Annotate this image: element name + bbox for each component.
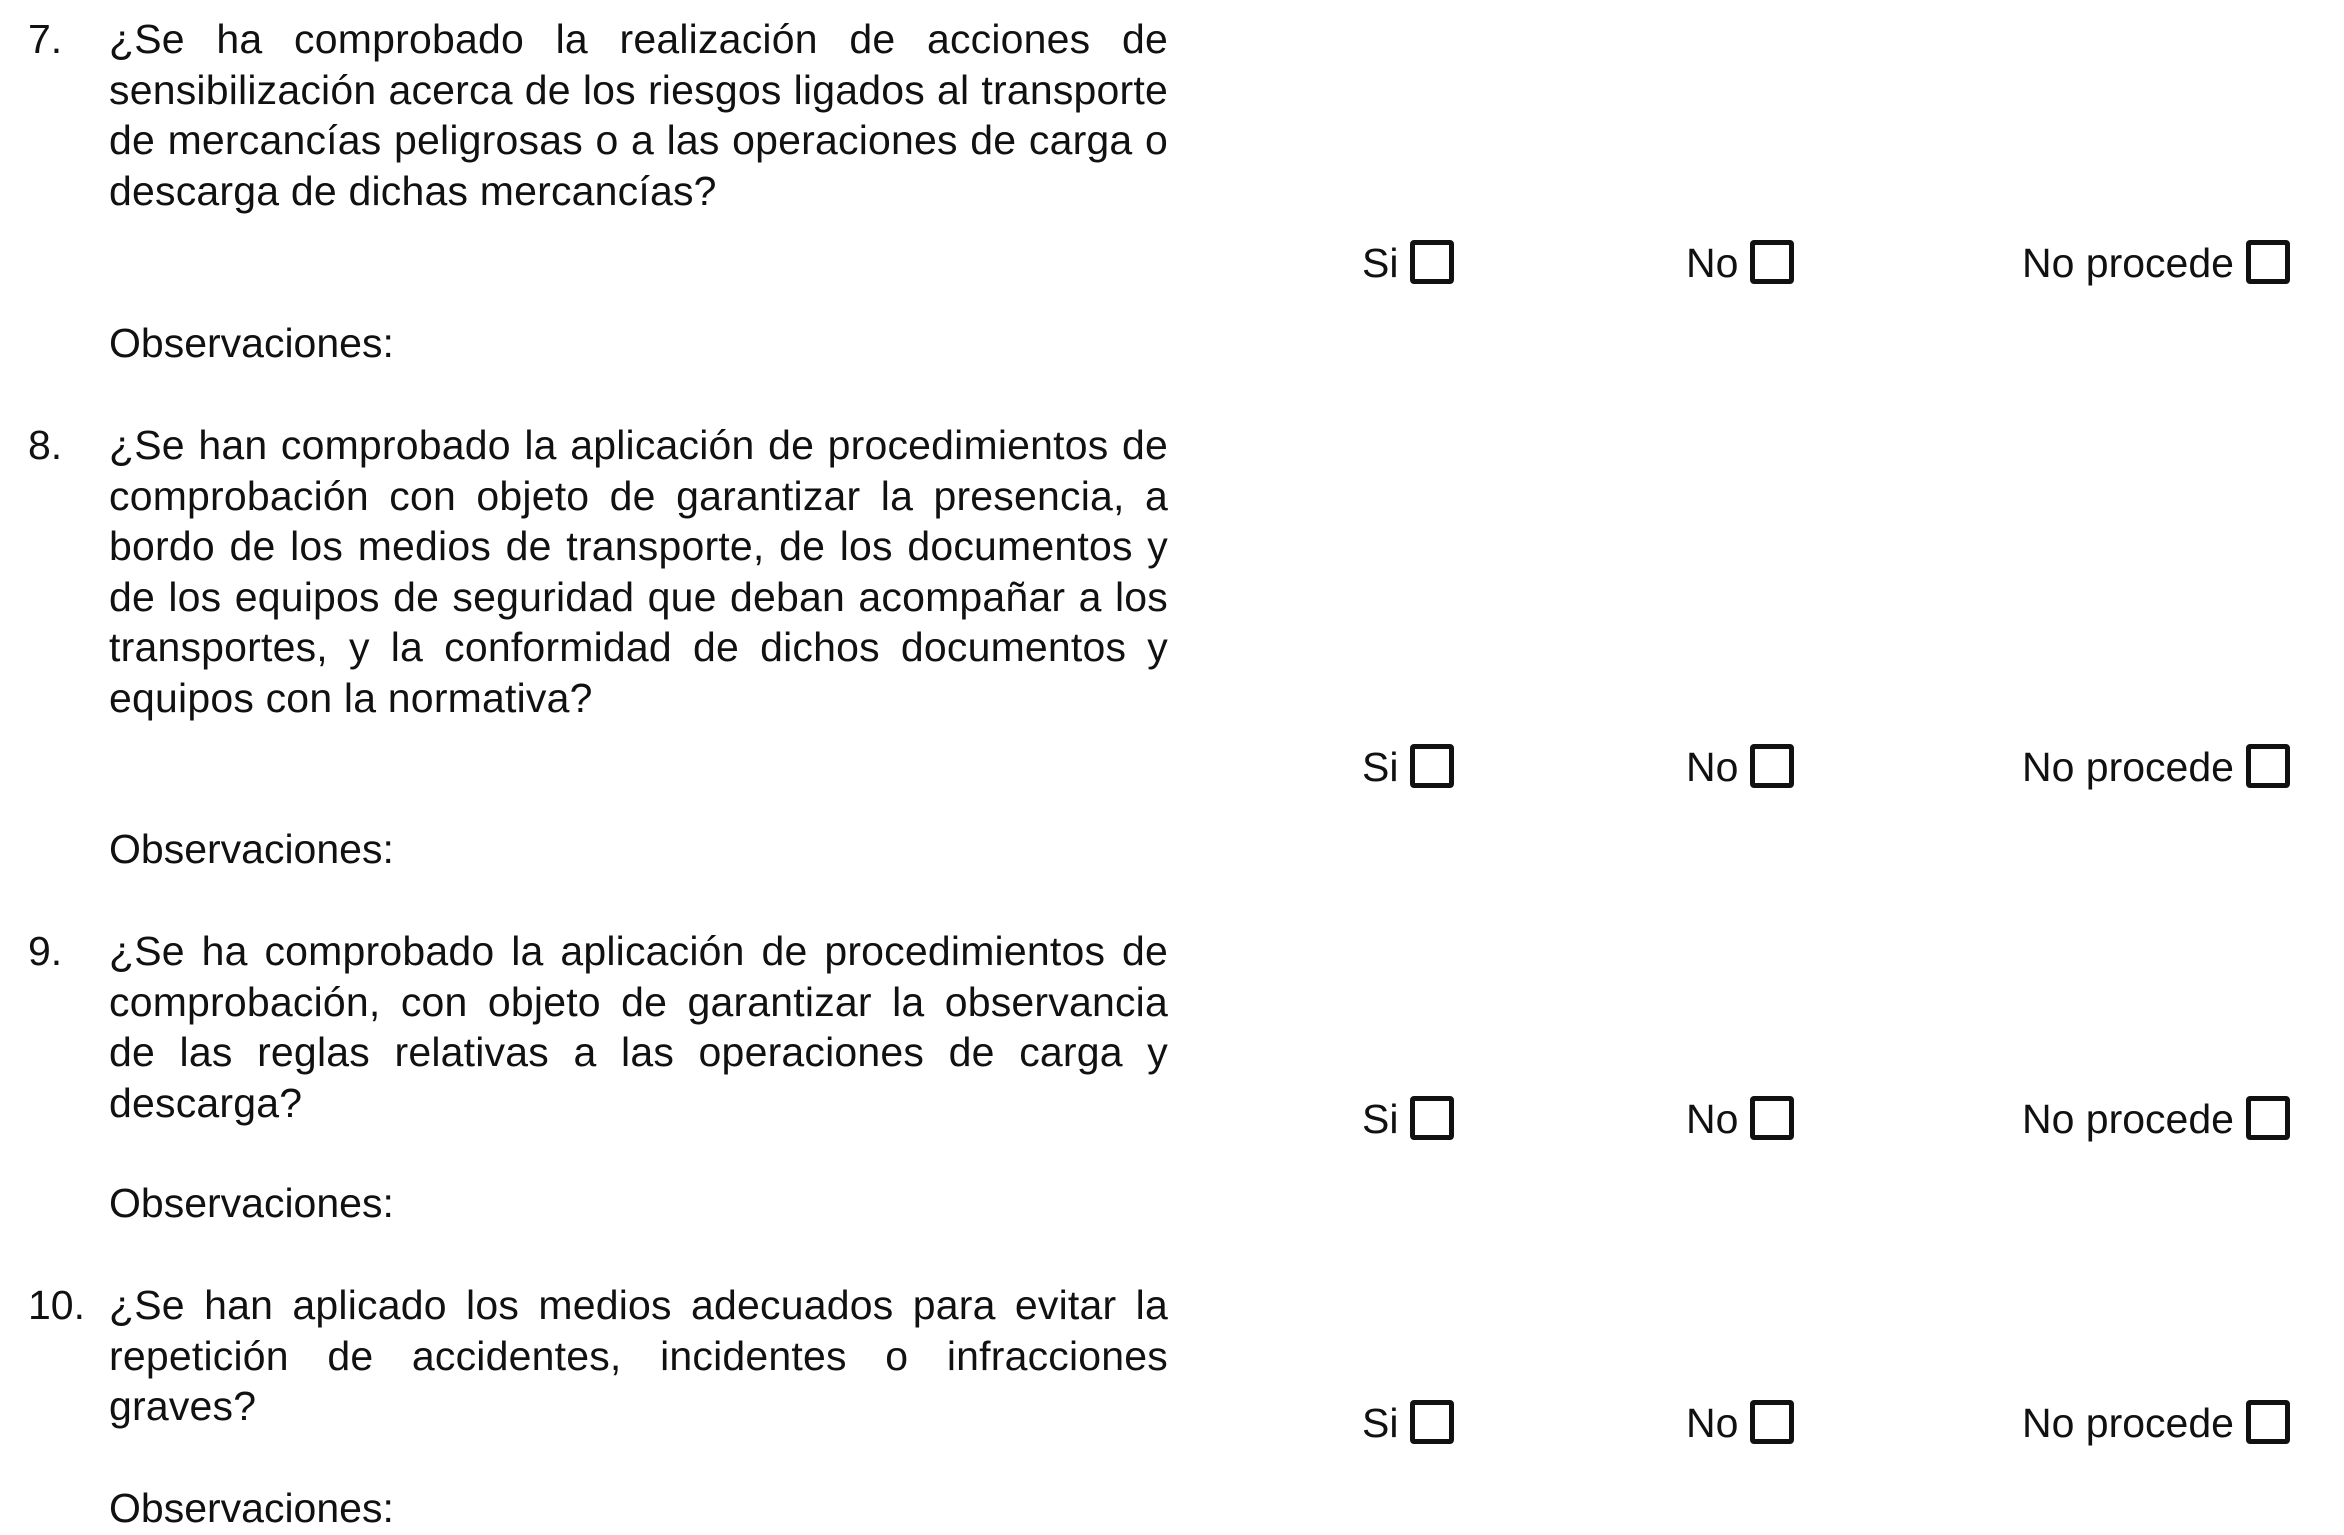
checkbox-si[interactable] <box>1410 744 1454 788</box>
option-no-procede[interactable] <box>2022 238 2290 288</box>
option-no-label: No <box>1686 1096 1739 1142</box>
checkbox-no-procede[interactable] <box>2246 1400 2290 1444</box>
option-no-procede-label: No procede <box>2022 1400 2234 1446</box>
question-number: 9. <box>28 928 63 974</box>
checkbox-no-procede[interactable] <box>2246 744 2290 788</box>
question-8 <box>28 420 1168 724</box>
option-no-procede[interactable] <box>2022 1094 2290 1144</box>
option-si[interactable] <box>1362 238 1454 288</box>
checkbox-no[interactable] <box>1750 240 1794 284</box>
checkbox-no[interactable] <box>1750 744 1794 788</box>
answer-row-7 <box>0 238 2344 298</box>
question-7 <box>28 14 1168 216</box>
observations-label: Observaciones: <box>109 1485 394 1531</box>
option-no[interactable] <box>1686 1398 1794 1448</box>
checkbox-si[interactable] <box>1410 1096 1454 1140</box>
option-si-label: Si <box>1362 744 1399 790</box>
option-no-procede-label: No procede <box>2022 744 2234 790</box>
question-text: ¿Se ha comprobado la realización de acciones de sensibilización acerca de los riesgos ligados al transporte de mercancías peligrosas o a las operaciones de carga o descarga de dichas mercancías? <box>109 16 1168 214</box>
option-no-procede-label: No procede <box>2022 1096 2234 1142</box>
answer-row-8 <box>0 742 2344 802</box>
option-no-procede[interactable] <box>2022 1398 2290 1448</box>
option-si-label: Si <box>1362 1400 1399 1446</box>
option-si[interactable] <box>1362 1398 1454 1448</box>
option-si[interactable] <box>1362 742 1454 792</box>
checkbox-no-procede[interactable] <box>2246 1096 2290 1140</box>
observations-label: Observaciones: <box>109 826 394 872</box>
option-no-label: No <box>1686 1400 1739 1446</box>
option-no[interactable] <box>1686 742 1794 792</box>
option-no-label: No <box>1686 240 1739 286</box>
option-no[interactable] <box>1686 238 1794 288</box>
question-number: 8. <box>28 422 63 468</box>
option-si-label: Si <box>1362 1096 1399 1142</box>
option-no-procede[interactable] <box>2022 742 2290 792</box>
option-no-procede-label: No procede <box>2022 240 2234 286</box>
question-number: 7. <box>28 16 63 62</box>
question-text: ¿Se han comprobado la aplicación de procedimientos de comprobación con objeto de garantizar la presencia, a bordo de los medios de transporte, de los documentos y de los equipos de seguridad que deban acompañar a los transportes, y la conformidad de dichos documentos y equipos con la normativa? <box>109 422 1168 721</box>
option-si[interactable] <box>1362 1094 1454 1144</box>
checkbox-no[interactable] <box>1750 1096 1794 1140</box>
checkbox-si[interactable] <box>1410 1400 1454 1444</box>
question-text: ¿Se han aplicado los medios adecuados para evitar la repetición de accidentes, incidentes o infracciones graves? <box>109 1282 1168 1430</box>
question-number: 10. <box>28 1282 85 1328</box>
question-text: ¿Se ha comprobado la aplicación de procedimientos de comprobación, con objeto de garantizar la observancia de las reglas relativas a las operaciones de carga y descarga? <box>109 928 1168 1126</box>
option-si-label: Si <box>1362 240 1399 286</box>
answer-row-9 <box>0 1094 2344 1154</box>
observations-label: Observaciones: <box>109 320 394 366</box>
observations-label: Observaciones: <box>109 1180 394 1226</box>
checkbox-no-procede[interactable] <box>2246 240 2290 284</box>
option-no[interactable] <box>1686 1094 1794 1144</box>
checkbox-no[interactable] <box>1750 1400 1794 1444</box>
checkbox-si[interactable] <box>1410 240 1454 284</box>
option-no-label: No <box>1686 744 1739 790</box>
answer-row-10 <box>0 1398 2344 1458</box>
